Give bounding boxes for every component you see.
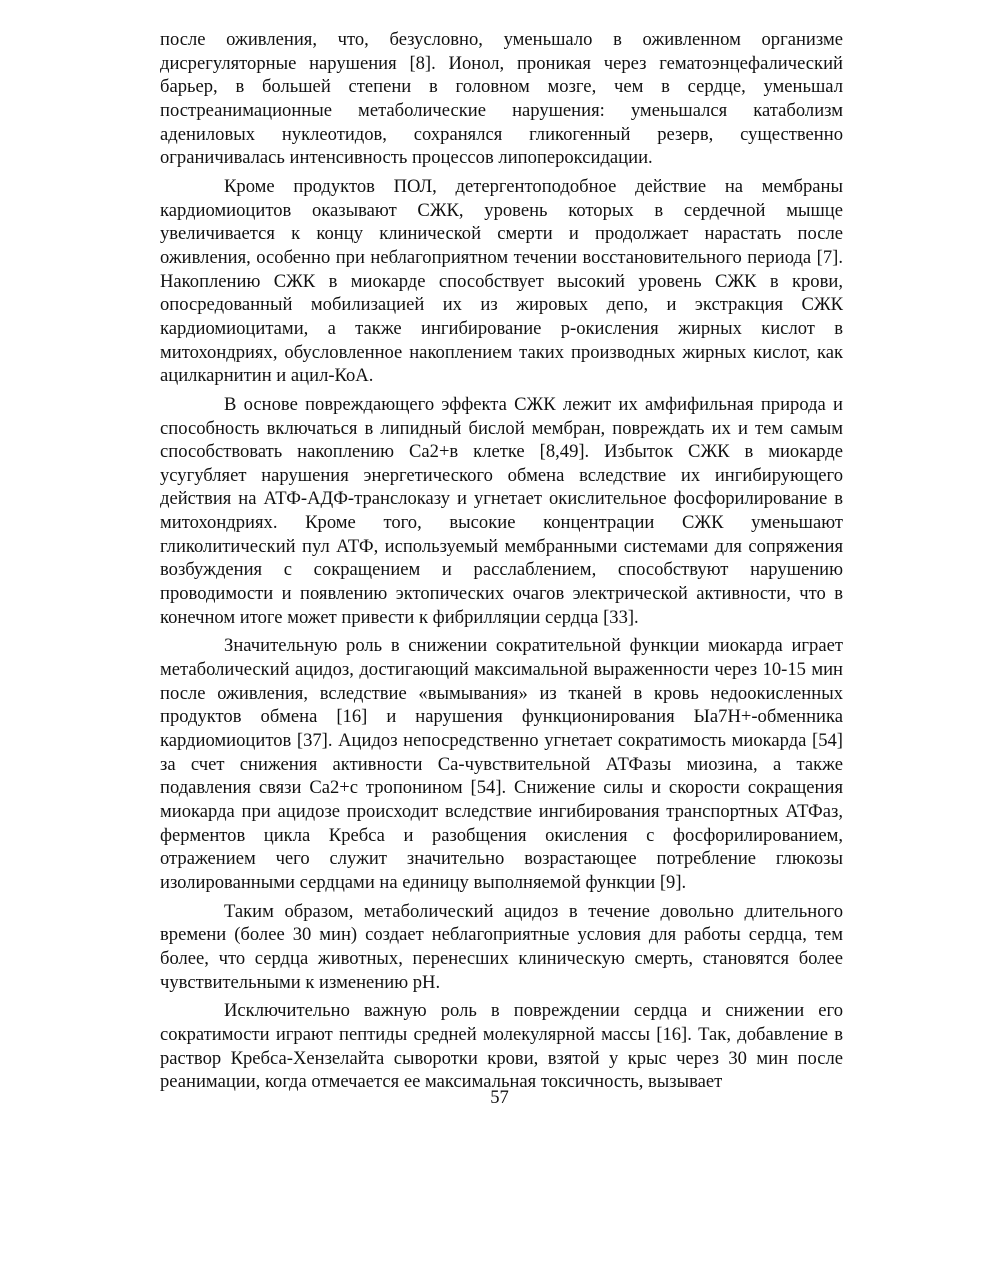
paragraph-5: Таким образом, метаболический ацидоз в течение довольно длительного времени (более 30 мин) создает неблагоприятные условия для работы сердца, тем более, что сердца животных, перенесших клиническую смерть, становятся более чувствительными к изменению рН. — [160, 900, 843, 993]
paragraph-6: Исключительно важную роль в повреждении сердца и снижении его сократимости играют пептиды средней молекулярной массы [16]. Так, добавление в раствор Кребса-Хензелайта сыворотки крови, взятой у крыс через 30 мин после реанимации, когда отмечается ее максимальная токсичность, вызывает — [160, 1000, 843, 1093]
paragraph-2: Кроме продуктов ПОЛ, детергентоподобное действие на мембраны кардиомиоцитов оказывают СЖК, уровень которых в сердечной мышце увеличивается к концу клинической смерти и продолжает нарастать после оживления, особенно при неблагоприятном течении восстановительного периода [7]. Накоплению СЖК в миокарде способствует высокий уровень СЖК в крови, опосредованный мобилизацией их из жировых депо, и экстракция СЖК кардиомиоцитами, а также ингибирование р-окисления жирных кислот в митохондриях, обусловленное накоплением таких производных жирных кислот, как ацилкарнитин и ацил-КоА. — [160, 175, 843, 387]
paragraph-4: Значительную роль в снижении сократительной функции миокарда играет метаболический ацидоз, достигающий максимальной выраженности через 10-15 мин после оживления, вследствие «вымывания» из тканей в кровь недоокисленных продуктов обмена [16] и нарушения функционирования Ыа7Н+-обменника кардиомиоцитов [37]. Ацидоз непосредственно угнетает сократимость миокарда [54] за счет снижения активности Са-чувствительной АТФазы миозина, а также подавления связи Са2+с тропонином [54]. Снижение силы и скорости сокращения миокарда при ацидозе происходит вследствие ингибирования транспортных АТФаз, ферментов цикла Кребса и разобщения окисления с фосфорилированием, отражением чего служит значительно возрастающее потребление глюкозы изолированными сердцами на единицу выполняемой функции [9]. — [160, 635, 843, 893]
paragraph-1: после оживления, что, безусловно, уменьшало в оживленном организме дисрегуляторные нарушения [8]. Ионол, проникая через гематоэнцефалический барьер, в большей степени в головном мозге, чем в сердце, уменьшал постреанимационные метаболические нарушения: уменьшался катаболизм адениловых нуклеотидов, сохранялся гликогенный резерв, существенно ограничивалась интенсивность процессов липопероксидации. — [160, 29, 843, 169]
page-body — [160, 28, 843, 1094]
page-number: 57 — [490, 1087, 509, 1108]
paragraph-3: В основе повреждающего эффекта СЖК лежит их амфифильная природа и способность включаться в липидный бислой мембран, повреждать их и тем самым способствовать накоплению Са2+в клетке [8,49]. Избыток СЖК в миокарде усугубляет нарушения энергетического обмена вследствие их ингибирующего действия на АТФ-АДФ-транслоказу и угнетает окислительное фосфорилирование в митохондриях. Кроме того, высокие концентрации СЖК уменьшают гликолитический пул АТФ, используемый мембранными системами для сопряжения возбуждения с сокращением и расслаблением, способствуют нарушению проводимости и появлению эктопических очагов электрической активности, что в конечном итоге может привести к фибрилляции сердца [33]. — [160, 393, 843, 628]
